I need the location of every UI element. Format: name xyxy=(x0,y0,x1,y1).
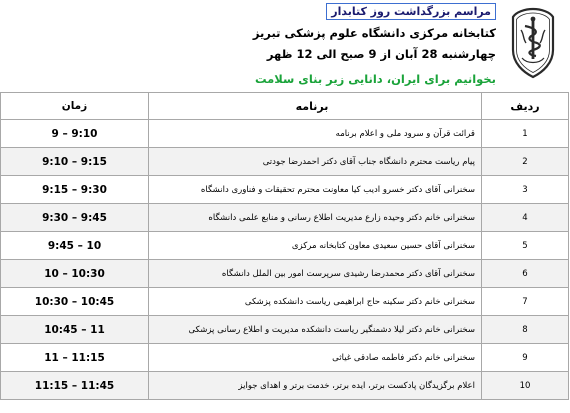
row-number: 9 xyxy=(482,344,569,372)
row-time: 11:15 – 11:45 xyxy=(1,372,149,400)
row-number: 6 xyxy=(482,260,569,288)
row-time: 9:45 – 10 xyxy=(1,232,149,260)
table-row xyxy=(1,288,569,316)
table-row xyxy=(1,204,569,232)
table-row xyxy=(1,232,569,260)
event-date-time: چهارشنبه 28 آبان از 9 صبح الی 12 ظهر xyxy=(266,47,496,61)
ceremony-title: مراسم بزرگداشت روز کتابدار xyxy=(326,3,496,20)
header-program: برنامه xyxy=(149,93,482,120)
table-row xyxy=(1,316,569,344)
header-time: زمان xyxy=(1,93,149,120)
row-program: اعلام برگزیدگان پادکست برتر، ایده برتر، خدمت برتر و اهدای جوایز xyxy=(149,372,482,400)
header-number: ردیف xyxy=(482,93,569,120)
schedule-table xyxy=(0,92,569,400)
table-row xyxy=(1,260,569,288)
row-program: سخنرانی آقای دکتر محمدرضا رشیدی سرپرست امور بین الملل دانشگاه xyxy=(149,260,482,288)
row-number: 7 xyxy=(482,288,569,316)
row-program: سخنرانی خانم دکتر وحیده زارع مدیریت اطلاع رسانی و منابع علمی دانشگاه xyxy=(149,204,482,232)
schedule-rows xyxy=(1,120,569,400)
row-number: 10 xyxy=(482,372,569,400)
row-time: 10:45 – 11 xyxy=(1,316,149,344)
table-header-row xyxy=(1,93,569,120)
row-program: سخنرانی خانم دکتر سکینه حاج ابراهیمی ریاست دانشکده پزشکی xyxy=(149,288,482,316)
row-time: 9 – 9:10 xyxy=(1,120,149,148)
row-number: 8 xyxy=(482,316,569,344)
university-emblem-icon xyxy=(510,6,556,80)
row-number: 3 xyxy=(482,176,569,204)
row-number: 5 xyxy=(482,232,569,260)
event-slogan: بخوانیم برای ایران، دانایی زیر بنای سلامت xyxy=(254,72,496,86)
row-time: 10 – 10:30 xyxy=(1,260,149,288)
row-program: پیام ریاست محترم دانشگاه جناب آقای دکتر احمدرضا جودتی xyxy=(149,148,482,176)
row-program: سخنرانی خانم دکتر فاطمه صادقی غیاثی xyxy=(149,344,482,372)
row-time: 11 – 11:15 xyxy=(1,344,149,372)
table-row xyxy=(1,372,569,400)
row-program: قرائت قرآن و سرود ملی و اعلام برنامه xyxy=(149,120,482,148)
row-program: سخنرانی آقای حسین سعیدی معاون کتابخانه مرکزی xyxy=(149,232,482,260)
row-number: 2 xyxy=(482,148,569,176)
table-row xyxy=(1,176,569,204)
row-number: 1 xyxy=(482,120,569,148)
row-time: 10:30 – 10:45 xyxy=(1,288,149,316)
row-time: 9:15 – 9:30 xyxy=(1,176,149,204)
library-name: کتابخانه مرکزی دانشگاه علوم پزشکی تبریز xyxy=(252,26,496,40)
document-header xyxy=(0,0,570,92)
row-time: 9:30 – 9:45 xyxy=(1,204,149,232)
row-time: 9:10 – 9:15 xyxy=(1,148,149,176)
table-row xyxy=(1,120,569,148)
table-row xyxy=(1,148,569,176)
row-number: 4 xyxy=(482,204,569,232)
row-program: سخنرانی خانم دکتر لیلا دشمنگیر ریاست دانشکده مدیریت و اطلاع رسانی پزشکی xyxy=(149,316,482,344)
row-program: سخنرانی آقای دکتر خسرو ادیب کیا معاونت محترم تحقیقات و فناوری دانشگاه xyxy=(149,176,482,204)
table-row xyxy=(1,344,569,372)
